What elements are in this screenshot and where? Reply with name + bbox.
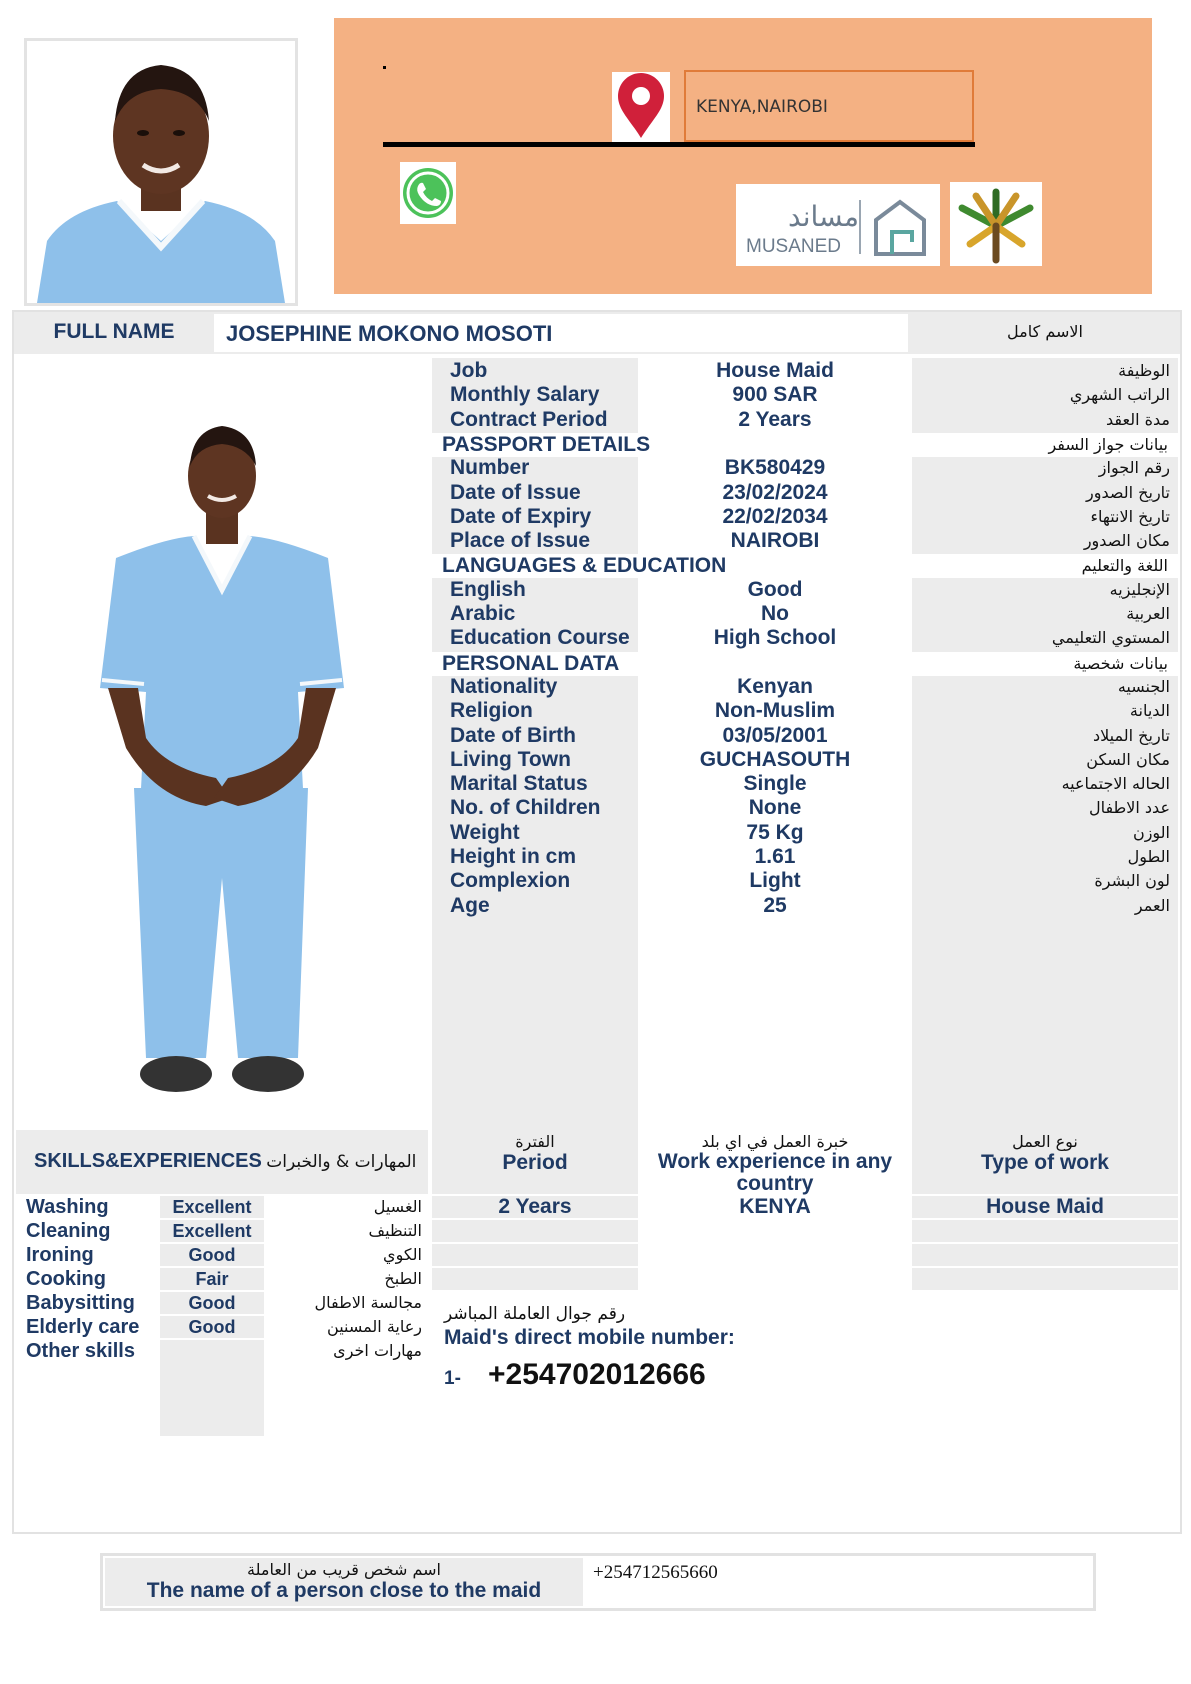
skills-header-cell	[16, 1130, 428, 1194]
detail-arabic-cell	[912, 409, 1178, 431]
detail-label-cell	[434, 846, 638, 868]
detail-value: Kenyan	[737, 674, 813, 698]
skill-arabic-cell	[268, 1244, 428, 1266]
detail-label: Weight	[450, 820, 520, 844]
skills-title-line	[34, 1150, 416, 1173]
full-body-photo	[16, 358, 428, 1130]
detail-label: Place of Issue	[450, 529, 591, 553]
detail-value-cell	[642, 360, 908, 382]
exp-country-cell	[642, 1220, 908, 1242]
detail-arabic: تاريخ الصدور	[1086, 482, 1170, 502]
detail-value: 03/05/2001	[722, 723, 828, 747]
skill-label-cell	[16, 1316, 156, 1338]
skill-arabic-cell	[268, 1340, 428, 1436]
detail-arabic: مكان السكن	[1086, 749, 1170, 769]
detail-arabic-cell	[912, 506, 1178, 528]
skill-arabic-cell	[268, 1316, 428, 1338]
detail-value: House Maid	[716, 359, 834, 382]
section-title-arabic: بيانات شخصية	[1073, 653, 1168, 673]
skill-level: Good	[188, 1317, 236, 1337]
skill-level: Fair	[195, 1269, 229, 1289]
detail-value-cell	[642, 895, 908, 917]
detail-value: 900 SAR	[732, 383, 818, 407]
mobile-label: Maid's direct mobile number:	[444, 1326, 735, 1349]
detail-label: Date of Issue	[450, 480, 581, 504]
detail-label: Contract Period	[450, 407, 608, 431]
exp-country-cell	[642, 1268, 908, 1290]
contact-value-cell	[587, 1558, 1091, 1606]
skill-label: Elderly care	[26, 1316, 140, 1338]
section-row	[432, 554, 1178, 578]
detail-label-cell	[434, 579, 638, 601]
detail-label-cell	[434, 530, 638, 552]
detail-label: Education Course	[450, 626, 630, 650]
detail-value: High School	[713, 626, 837, 650]
exp-period: 2 Years	[498, 1195, 572, 1218]
detail-value: No	[761, 602, 789, 625]
detail-label-cell	[434, 409, 638, 431]
detail-value-cell	[642, 384, 908, 406]
full-name-value-cell	[214, 314, 908, 352]
skill-arabic-cell	[268, 1220, 428, 1242]
skill-level-cell	[160, 1316, 264, 1338]
skill-label-cell	[16, 1196, 156, 1218]
detail-arabic-cell	[912, 482, 1178, 504]
mobile-number[interactable]: +254702012666	[488, 1358, 706, 1391]
skill-level: Excellent	[172, 1197, 252, 1217]
header-divider	[383, 142, 975, 147]
detail-arabic: عدد الاطفال	[1088, 798, 1170, 818]
detail-value-cell	[642, 457, 908, 479]
detail-value-cell	[642, 870, 908, 892]
detail-label-cell	[434, 676, 638, 698]
skill-label-cell	[16, 1220, 156, 1242]
detail-label: Date of Expiry	[450, 504, 592, 528]
detail-label: Height in cm	[450, 845, 577, 868]
detail-label: Nationality	[450, 674, 558, 698]
section-title-arabic: اللغة والتعليم	[1081, 556, 1168, 576]
exp-country: KENYA	[739, 1195, 811, 1218]
exp-header-country-ar: خبرة العمل في اي بلد	[701, 1132, 849, 1151]
detail-arabic: الإنجليزيه	[1109, 579, 1170, 599]
detail-arabic: الطول	[1127, 847, 1170, 866]
detail-arabic-cell	[912, 822, 1178, 844]
musaned-arabic: مساند	[788, 200, 859, 233]
banner-dot	[383, 66, 386, 69]
section-title-arabic: بيانات جواز السفر	[1048, 434, 1168, 454]
detail-arabic: تاريخ الميلاد	[1093, 725, 1170, 745]
detail-label-cell	[434, 603, 638, 625]
exp-header-period-ar: الفترة	[515, 1132, 555, 1151]
detail-label-cell	[434, 384, 638, 406]
detail-arabic: الوظيفة	[1118, 361, 1170, 380]
detail-label-cell	[434, 457, 638, 479]
whatsapp-icon[interactable]	[400, 162, 456, 224]
detail-value: 22/02/2034	[722, 504, 828, 528]
exp-period-cell	[432, 1244, 638, 1266]
detail-value: 75 Kg	[746, 820, 804, 844]
section-row	[432, 433, 1178, 457]
detail-value-cell	[642, 797, 908, 819]
contact-person-row	[100, 1553, 1096, 1611]
exp-country-cell	[642, 1196, 908, 1218]
exp-header-period	[432, 1130, 638, 1194]
section-title: PASSPORT DETAILS	[442, 432, 651, 456]
detail-value: Single	[743, 772, 807, 796]
skill-arabic: التنظيف	[368, 1221, 422, 1240]
detail-value-cell	[642, 822, 908, 844]
detail-label-cell	[434, 773, 638, 795]
skill-label: Cooking	[26, 1268, 106, 1290]
skill-label: Cleaning	[26, 1220, 111, 1242]
musaned-latin: MUSANED	[746, 236, 842, 257]
detail-label: Religion	[450, 699, 533, 723]
detail-value-cell	[642, 846, 908, 868]
detail-label-cell	[434, 506, 638, 528]
detail-label-cell	[434, 627, 638, 649]
skill-label: Babysitting	[26, 1292, 135, 1314]
detail-value-cell	[642, 676, 908, 698]
detail-value-cell	[642, 530, 908, 552]
skill-arabic: الغسيل	[373, 1197, 422, 1216]
detail-label: Date of Birth	[450, 723, 576, 747]
location-pin-icon	[612, 72, 670, 142]
detail-value-cell	[642, 725, 908, 747]
detail-label: Job	[450, 359, 488, 382]
detail-value: Light	[749, 869, 801, 893]
detail-arabic-cell	[912, 579, 1178, 601]
detail-arabic-cell	[912, 530, 1178, 552]
full-name-label: FULL NAME	[53, 320, 175, 343]
exp-type-cell	[912, 1244, 1178, 1266]
detail-arabic-cell	[912, 627, 1178, 649]
skill-level-cell	[160, 1196, 264, 1218]
skill-level: Excellent	[172, 1221, 252, 1241]
detail-arabic: المستوي التعليمي	[1051, 628, 1170, 648]
full-name-value: JOSEPHINE MOKONO MOSOTI	[226, 321, 553, 346]
detail-value: 23/02/2024	[722, 480, 828, 504]
skill-level-cell	[160, 1268, 264, 1290]
skill-label: Washing	[26, 1196, 109, 1218]
detail-label: Monthly Salary	[450, 383, 600, 407]
exp-header-type-ar: نوع العمل	[1012, 1132, 1078, 1151]
detail-value: BK580429	[724, 456, 826, 480]
mobile-block	[432, 1294, 1178, 1532]
detail-label: No. of Children	[450, 796, 601, 820]
detail-value-cell	[642, 579, 908, 601]
detail-label-cell	[434, 822, 638, 844]
detail-arabic: الوزن	[1132, 822, 1170, 842]
mobile-index: 1-	[444, 1368, 461, 1389]
exp-type-cell	[912, 1196, 1178, 1218]
skill-arabic: رعاية المسنين	[327, 1317, 422, 1336]
skill-level-cell	[160, 1340, 264, 1436]
detail-arabic: رقم الجواز	[1098, 458, 1170, 478]
skill-label-cell	[16, 1292, 156, 1314]
section-title: LANGUAGES & EDUCATION	[442, 554, 727, 578]
detail-arabic-cell	[912, 360, 1178, 382]
detail-arabic-cell	[912, 384, 1178, 406]
exp-country-cell	[642, 1244, 908, 1266]
skills-title-arabic: المهارات & والخبرات	[266, 1152, 417, 1172]
detail-arabic: الجنسيه	[1117, 676, 1170, 696]
detail-arabic-cell	[912, 725, 1178, 747]
skill-arabic: الطبخ	[384, 1269, 422, 1288]
detail-value-cell	[642, 700, 908, 722]
detail-label-cell	[434, 360, 638, 382]
skill-arabic: مهارات اخرى	[333, 1341, 422, 1360]
contact-label-cell	[105, 1558, 583, 1606]
detail-label: Arabic	[450, 602, 516, 625]
detail-label-cell	[434, 482, 638, 504]
detail-label-cell	[434, 895, 638, 917]
detail-label-cell	[434, 749, 638, 771]
contact-label-arabic: اسم شخص قريب من العاملة	[247, 1560, 441, 1579]
detail-arabic-cell	[912, 603, 1178, 625]
detail-arabic: الراتب الشهري	[1069, 385, 1170, 405]
exp-header-country	[642, 1130, 908, 1194]
contact-value[interactable]: +254712565660	[593, 1562, 718, 1583]
detail-value: None	[748, 796, 802, 820]
detail-label: Number	[450, 456, 530, 480]
exp-header-country-en: Work experience in any country	[657, 1150, 893, 1195]
detail-arabic-cell	[912, 895, 1178, 917]
location-text: KENYA,NAIROBI	[684, 70, 974, 142]
section-title: PERSONAL DATA	[442, 651, 620, 675]
skill-label: Other skills	[26, 1340, 135, 1362]
detail-arabic: الديانة	[1129, 701, 1170, 721]
skills-title: SKILLS&EXPERIENCES	[34, 1150, 262, 1172]
detail-arabic: لون البشرة	[1094, 871, 1170, 891]
skill-label-cell	[16, 1340, 156, 1436]
detail-value: Non-Muslim	[714, 699, 836, 723]
detail-label: Age	[450, 893, 490, 917]
exp-period-cell	[432, 1196, 638, 1218]
detail-arabic-cell	[912, 457, 1178, 479]
skill-arabic: الكوي	[383, 1245, 422, 1264]
detail-value-cell	[642, 482, 908, 504]
detail-arabic: تاريخ الانتهاء	[1090, 506, 1170, 526]
detail-value-cell	[642, 627, 908, 649]
detail-value-cell	[642, 773, 908, 795]
skill-level-cell	[160, 1220, 264, 1242]
skill-arabic: مجالسة الاطفال	[314, 1293, 422, 1312]
exp-period-cell	[432, 1268, 638, 1290]
full-name-arabic-cell	[912, 314, 1178, 352]
musaned-logo	[736, 184, 940, 266]
detail-value-cell	[642, 409, 908, 431]
detail-value: Good	[747, 577, 803, 601]
exp-header-type-en: Type of work	[981, 1151, 1109, 1174]
detail-arabic-cell	[912, 870, 1178, 892]
skill-arabic-cell	[268, 1196, 428, 1218]
detail-arabic-cell	[912, 700, 1178, 722]
skill-level-cell	[160, 1244, 264, 1266]
detail-arabic-cell	[912, 846, 1178, 868]
contact-label: The name of a person close to the maid	[146, 1579, 542, 1602]
detail-arabic-cell	[912, 773, 1178, 795]
skill-level: Good	[188, 1245, 236, 1265]
detail-value-cell	[642, 506, 908, 528]
skill-level-cell	[160, 1292, 264, 1314]
detail-label-cell	[434, 797, 638, 819]
detail-arabic: العربية	[1126, 604, 1170, 623]
detail-arabic: العمر	[1134, 895, 1170, 915]
detail-value: GUCHASOUTH	[699, 747, 851, 771]
detail-value: NAIROBI	[730, 529, 820, 553]
exp-type-cell	[912, 1220, 1178, 1242]
mobile-label-arabic: رقم جوال العاملة المباشر	[444, 1304, 626, 1324]
detail-arabic-cell	[912, 797, 1178, 819]
detail-value: 25	[763, 893, 787, 917]
skill-arabic-cell	[268, 1292, 428, 1314]
full-name-arabic: الاسم كامل	[1007, 322, 1083, 341]
skill-arabic-cell	[268, 1268, 428, 1290]
cv-table	[12, 310, 1182, 1534]
full-name-label-cell	[18, 314, 210, 352]
exp-header-period-en: Period	[502, 1151, 568, 1174]
exp-type: House Maid	[986, 1195, 1104, 1218]
skill-label: Ironing	[26, 1244, 94, 1266]
detail-arabic: مكان الصدور	[1083, 531, 1170, 551]
detail-value-cell	[642, 749, 908, 771]
detail-value: 1.61	[754, 845, 796, 868]
detail-label: Complexion	[450, 869, 571, 893]
skill-label-cell	[16, 1268, 156, 1290]
detail-arabic-cell	[912, 749, 1178, 771]
skill-label-cell	[16, 1244, 156, 1266]
exp-header-type	[912, 1130, 1178, 1194]
section-row	[432, 652, 1178, 676]
detail-label: Living Town	[450, 747, 571, 771]
detail-label: Marital Status	[450, 772, 588, 796]
exp-period-cell	[432, 1220, 638, 1242]
detail-arabic: مدة العقد	[1106, 409, 1170, 429]
detail-value-cell	[642, 603, 908, 625]
detail-label-cell	[434, 700, 638, 722]
detail-arabic-cell	[912, 676, 1178, 698]
detail-value: 2 Years	[738, 407, 812, 431]
detail-label: English	[450, 577, 526, 601]
palm-logo	[950, 182, 1042, 266]
portrait-photo	[24, 38, 298, 306]
detail-label-cell	[434, 870, 638, 892]
exp-type-cell	[912, 1268, 1178, 1290]
detail-label-cell	[434, 725, 638, 747]
detail-arabic: الحاله الاجتماعيه	[1061, 774, 1170, 794]
skill-level: Good	[188, 1293, 236, 1313]
